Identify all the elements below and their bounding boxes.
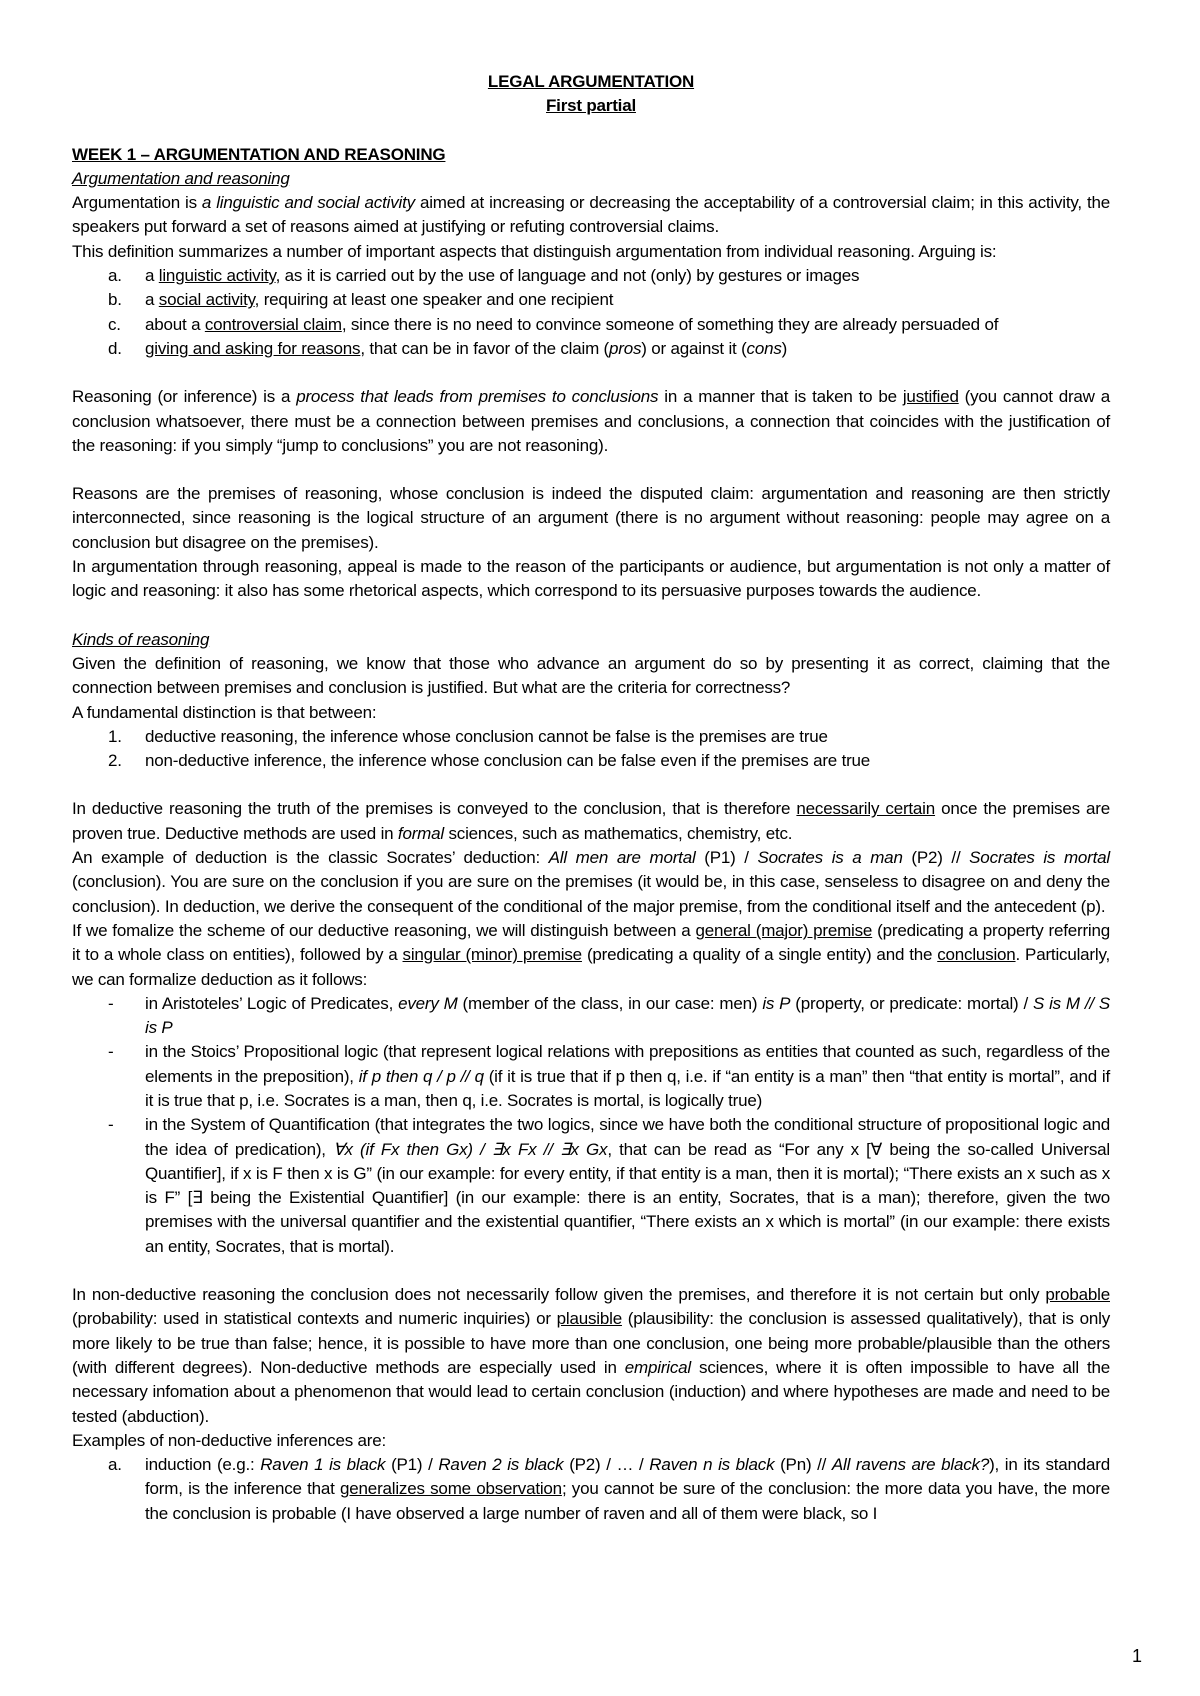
document-page (72, 70, 1110, 1526)
list-item: c. about a controversial claim, since there is no need to convince someone of something they are already persuaded of (108, 314, 999, 334)
paragraph-distinction: A fundamental distinction is that between: (72, 702, 377, 722)
paragraph-non-deductive: In non-deductive reasoning the conclusion does not necessarily follow given the premises, and therefore it is not certain but only probable (probability: used in statistical contexts and numeric inquiries) or plausible (plausibility: the conclusion is assessed qualitatively), that is only more likely to be true than false; hence, it is possible to have more than one conclusion, one being more probable/plausible than the others (with different degrees). Non-deductive methods are especially used in empirical sciences, where it is often impossible to have all the necessary infomation about a phenomenon that would lead to certain conclusion (induction) and where hypotheses are made and need to be tested (abduction). (72, 1285, 1111, 1426)
paragraph-deductive: In deductive reasoning the truth of the premises is conveyed to the conclusion, that is therefore necessarily certain once the premises are proven true. Deductive methods are used in formal sciences, such as mathematics, chemistry, etc. (72, 799, 1111, 843)
document-title: LEGAL ARGUMENTATION (487, 72, 695, 91)
reasoning-types-list (72, 725, 1110, 774)
paragraph-reasons-premises: Reasons are the premises of reasoning, whose conclusion is indeed the disputed claim: argumentation and reasoning are then strictly interconnected, since reasoning is the logical structure of an argument (there is no argument without reasoning: people may agree on a conclusion but disagree on the premises). (72, 484, 1110, 552)
paragraph-argumentation-definition: Argumentation is a linguistic and social activity aimed at increasing or decreasing the acceptability of a controversial claim; in this activity, the speakers put forward a set of reasons aimed at justifying or refuting controversial claims. (72, 193, 1110, 237)
document-subtitle: First partial (546, 96, 636, 116)
non-deductive-list (72, 1453, 1110, 1526)
list-item: - in Aristoteles’ Logic of Predicates, every M (member of the class, in our case: men) is P (property, or predicate: mortal) / S is M // S is P (108, 993, 1110, 1038)
paragraph-correctness: Given the definition of reasoning, we know that those who advance an argument do so by presenting it as correct, claiming that the connection between premises and conclusion is justified. But what are the criteria for correctness? (72, 653, 1110, 698)
paragraph-rhetorical-aspects: In argumentation through reasoning, appeal is made to the reason of the participants or audience, but argumentation is not only a matter of logic and reasoning: it also has some rhetorical aspects, which correspond to its persuasive purposes towards the audience. (72, 557, 1110, 601)
section-heading-argumentation: Argumentation and reasoning (72, 168, 290, 188)
list-item: a. a linguistic activity, as it is carried out by the use of language and not (only) by gestures or images (108, 266, 860, 286)
paragraph-reasoning-definition: Reasoning (or inference) is a process that leads from premises to conclusions in a manner that is taken to be justified (you cannot draw a conclusion whatsoever, there must be a connection between premises and conclusions, a connection that coincides with the justification of the reasoning: if you simply “jump to conclusions” you are not reasoning). (72, 387, 1110, 455)
list-item: a. induction (e.g.: Raven 1 is black (P1) / Raven 2 is black (P2) / … / Raven n is black (Pn) // All ravens are black?), in its standard form, is the inference that generalizes some observation; you cannot be sure of the conclusion: the more data you have, the more the conclusion is probable (I have observed a large number of raven and all of them were black, so I (108, 1455, 1111, 1523)
list-item: 1. deductive reasoning, the inference whose conclusion cannot be false is the premises are true (108, 726, 828, 746)
page-number: 1 (1131, 1646, 1142, 1666)
list-item: - in the System of Quantification (that integrates the two logics, since we have both the conditional structure of propositional logic and the idea of predication), ∀x (if Fx then Gx) / ∃x Fx // ∃x Gx, that can be read as “For any x [∀ being the so-called Universal Quantifier], if x is F then x is G” (in our example: for every entity, if that entity is a man, then it is mortal); “There exists an x such as x is F” [∃ being the Existential Quantifier] (in our example: there is an entity, Socrates, that is a man); therefore, given the two premises with the universal quantifier and the existential quantifier, “There exists an x which is mortal” (in our example: there exists an entity, Socrates, that is mortal). (108, 1115, 1110, 1256)
logic-systems-list (72, 992, 1110, 1259)
list-item: b. a social activity, requiring at least one speaker and one recipient (108, 290, 614, 310)
list-item: - in the Stoics’ Propositional logic (that represent logical relations with prepositions as entities that counted as such, regardless of the elements in the preposition), if p then q / p // q (if it is true that if p then q, i.e. if “an entity is a man” then “that entity is mortal”, and if it is true that p, i.e. Socrates is a man, then q, i.e. Socrates is mortal, is logically true) (108, 1042, 1110, 1110)
list-item: d. giving and asking for reasons, that can be in favor of the claim (pros) or against it (cons) (108, 338, 788, 358)
list-item: 2. non-deductive inference, the inference whose conclusion can be false even if the premises are true (108, 751, 871, 771)
paragraph-formalize: If we fomalize the scheme of our deductive reasoning, we will distinguish between a general (major) premise (predicating a property referring it to a whole class on entities), followed by a singular (minor) premise (predicating a quality of a single entity) and the conclusion. Particularly, we can formalize deduction as it follows: (72, 920, 1111, 989)
paragraph-socrates-example: An example of deduction is the classic Socrates’ deduction: All men are mortal (P1) / Socrates is a man (P2) // Socrates is mortal (conclusion). You are sure on the conclusion if you are sure on the premises (it would be, in this case, senseless to disagree on and deny the conclusion). In deduction, we derive the consequent of the conditional of the major premise, from the conditional itself and the antecedent (p). (72, 848, 1110, 916)
week-heading: WEEK 1 – ARGUMENTATION AND REASONING (72, 144, 446, 164)
paragraph-definition-summary: This definition summarizes a number of important aspects that distinguish argumentation from individual reasoning. Arguing is: (72, 241, 997, 261)
paragraph-examples-intro: Examples of non-deductive inferences are: (72, 1430, 387, 1450)
section-heading-kinds: Kinds of reasoning (72, 629, 210, 649)
arguing-list (72, 264, 1110, 361)
